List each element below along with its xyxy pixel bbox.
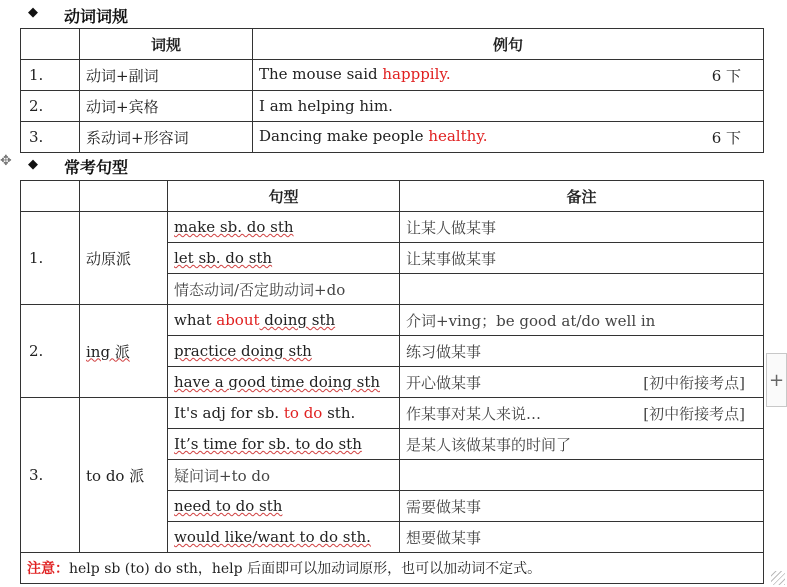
pattern-highlight: to do xyxy=(283,404,323,422)
pattern-cell xyxy=(168,212,400,243)
section2-title: 常考句型 xyxy=(64,158,129,177)
example-highlight: happpily. xyxy=(382,64,451,83)
pattern-text: have a good time doing sth xyxy=(174,373,381,391)
pattern-text-tail: sth. xyxy=(322,404,356,422)
group-number: 2. xyxy=(21,305,80,398)
pattern-cell xyxy=(168,398,400,429)
note-mark: [初中衔接考点] xyxy=(643,404,745,423)
table-row xyxy=(21,91,764,122)
section1-title: 动词词规 xyxy=(64,7,129,26)
note-cell: 练习做某事 xyxy=(400,336,764,367)
pattern-cell xyxy=(168,522,400,553)
pattern-text: need to do sth xyxy=(174,497,283,515)
row-number: 3. xyxy=(21,122,80,153)
add-row-button[interactable] xyxy=(766,353,787,407)
rule-cell: 动词+宾格 xyxy=(80,91,253,122)
note-cell: 介词+ving；be good at/do well in xyxy=(400,305,764,336)
table-row xyxy=(21,122,764,153)
row-number: 1. xyxy=(21,60,80,91)
header-empty xyxy=(80,181,168,212)
pattern-cell xyxy=(168,243,400,274)
header-empty xyxy=(21,181,80,212)
pattern-text: make sb. do sth xyxy=(174,218,294,236)
example-cell xyxy=(253,122,764,153)
pattern-text: would like/want to do sth. xyxy=(174,528,371,546)
section1-bullet-icon: ◆ xyxy=(28,5,38,20)
grade-mark: 6 下 xyxy=(711,128,741,147)
pattern-text: practice doing sth xyxy=(174,342,312,360)
note-cell: 想要做某事 xyxy=(400,522,764,553)
header-rule: 词规 xyxy=(80,29,253,60)
note-cell xyxy=(400,274,764,305)
table-row xyxy=(21,60,764,91)
pattern-cell xyxy=(168,491,400,522)
group-number: 1. xyxy=(21,212,80,305)
note-cell: 是某人该做某事的时间了 xyxy=(400,429,764,460)
table-row xyxy=(21,398,764,429)
table-note-row xyxy=(21,553,764,584)
example-text: Dancing make people xyxy=(259,126,429,145)
note-label: 注意： xyxy=(27,561,69,577)
pattern-cell: 情态动词/否定助动词+do xyxy=(168,274,400,305)
pattern-text: let sb. do sth xyxy=(174,249,273,267)
table-header-row xyxy=(21,181,764,212)
header-empty xyxy=(21,29,80,60)
group-label-text: ing 派 xyxy=(86,342,130,361)
example-text: The mouse said xyxy=(259,64,383,83)
pattern-cell xyxy=(168,336,400,367)
example-cell xyxy=(253,60,764,91)
note-cell: 需要做某事 xyxy=(400,491,764,522)
group-number: 3. xyxy=(21,398,80,553)
note-cell xyxy=(400,460,764,491)
note-text: help sb (to) do sth，help 后面即可以加动词原形，也可以加动词不定式。 xyxy=(69,561,542,577)
note-cell-full xyxy=(21,553,764,584)
pattern-text: It’s time for sb. to do sth xyxy=(174,435,362,453)
example-cell xyxy=(253,91,764,122)
note-text: 作某事对某人来说… xyxy=(406,404,542,423)
pattern-cell xyxy=(168,305,400,336)
header-example: 例句 xyxy=(253,29,764,60)
sentence-patterns-table xyxy=(20,180,764,584)
note-text: 开心做某事 xyxy=(406,373,482,392)
resize-grip-icon[interactable] xyxy=(771,571,785,585)
note-cell: 让某人做某事 xyxy=(400,212,764,243)
example-text: I am helping him. xyxy=(259,97,393,115)
group-label: 动原派 xyxy=(80,212,168,305)
note-cell: 让某事做某事 xyxy=(400,243,764,274)
verb-rules-table xyxy=(20,28,764,153)
section2-bullet-icon: ◆ xyxy=(28,157,38,172)
pattern-highlight: about xyxy=(216,311,260,329)
note-cell xyxy=(400,398,764,429)
row-number: 2. xyxy=(21,91,80,122)
pattern-text: It's adj for sb. xyxy=(174,404,284,422)
rule-cell: 动词+副词 xyxy=(80,60,253,91)
table-row xyxy=(21,212,764,243)
pattern-cell xyxy=(168,367,400,398)
pattern-cell: 疑问词+to do xyxy=(168,460,400,491)
header-pattern: 句型 xyxy=(168,181,400,212)
example-highlight: healthy. xyxy=(428,126,488,145)
group-label xyxy=(80,305,168,398)
plus-icon: + xyxy=(768,369,785,391)
note-mark: [初中衔接考点] xyxy=(643,373,745,392)
rule-cell: 系动词+形容词 xyxy=(80,122,253,153)
pattern-text: what xyxy=(174,311,217,329)
pattern-text-tail: doing sth xyxy=(259,311,336,329)
table-move-icon[interactable]: ✥ xyxy=(0,153,12,169)
group-label: to do 派 xyxy=(80,398,168,553)
pattern-cell xyxy=(168,429,400,460)
header-note: 备注 xyxy=(400,181,764,212)
table-row xyxy=(21,305,764,336)
table-header-row xyxy=(21,29,764,60)
grade-mark: 6 下 xyxy=(711,66,741,85)
note-cell xyxy=(400,367,764,398)
